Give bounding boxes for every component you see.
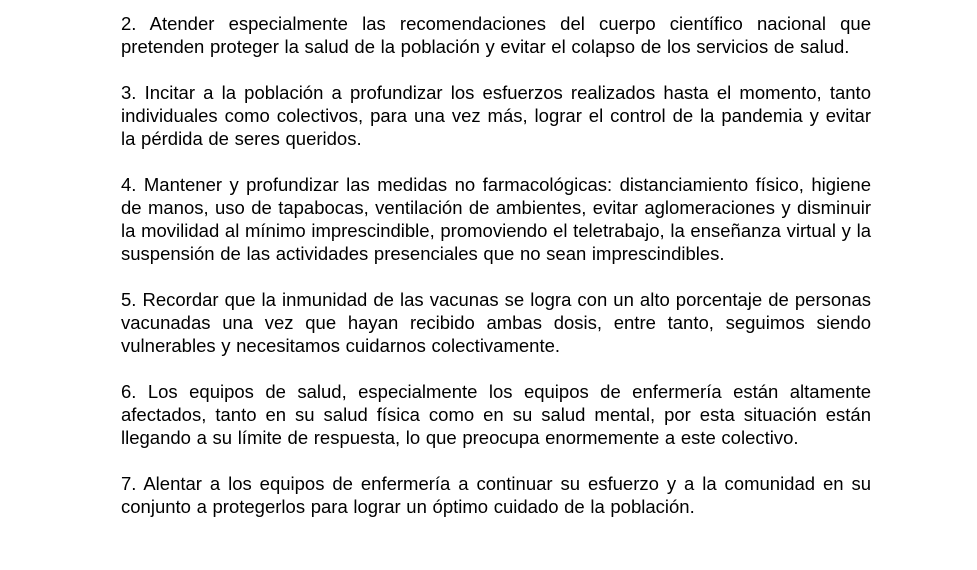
list-item-6: 6. Los equipos de salud, especialmente los equipos de enfermería están altamente afectados, tanto en su salud física como en su salud mental, por esta situación están llegando a su límite de respuesta, lo que preocupa enormemente a este colectivo. — [121, 381, 871, 448]
list-item-7: 7. Alentar a los equipos de enfermería a continuar su esfuerzo y a la comunidad en su conjunto a protegerlos para lograr un óptimo cuidado de la población. — [121, 473, 871, 517]
list-item-5: 5. Recordar que la inmunidad de las vacunas se logra con un alto porcentaje de personas vacunadas una vez que hayan recibido ambas dosis, entre tanto, seguimos siendo vulnerables y necesitamos cuidarnos colectivamente. — [121, 289, 871, 356]
list-item-3: 3. Incitar a la población a profundizar los esfuerzos realizados hasta el momento, tanto individuales como colectivos, para una vez más, lograr el control de la pandemia y evitar la pérdida de seres queridos. — [121, 82, 871, 149]
list-item-4: 4. Mantener y profundizar las medidas no farmacológicas: distanciamiento físico, higiene de manos, uso de tapabocas, ventilación de ambientes, evitar aglomeraciones y disminuir la movilidad al mínimo imprescindible, promoviendo el teletrabajo, la enseñanza virtual y la suspensión de las actividades presenciales que no sean imprescindibles. — [121, 174, 871, 264]
document-body — [121, 12, 871, 518]
list-item-2: 2. Atender especialmente las recomendaciones del cuerpo científico nacional que pretenden proteger la salud de la población y evitar el colapso de los servicios de salud. — [121, 13, 871, 57]
